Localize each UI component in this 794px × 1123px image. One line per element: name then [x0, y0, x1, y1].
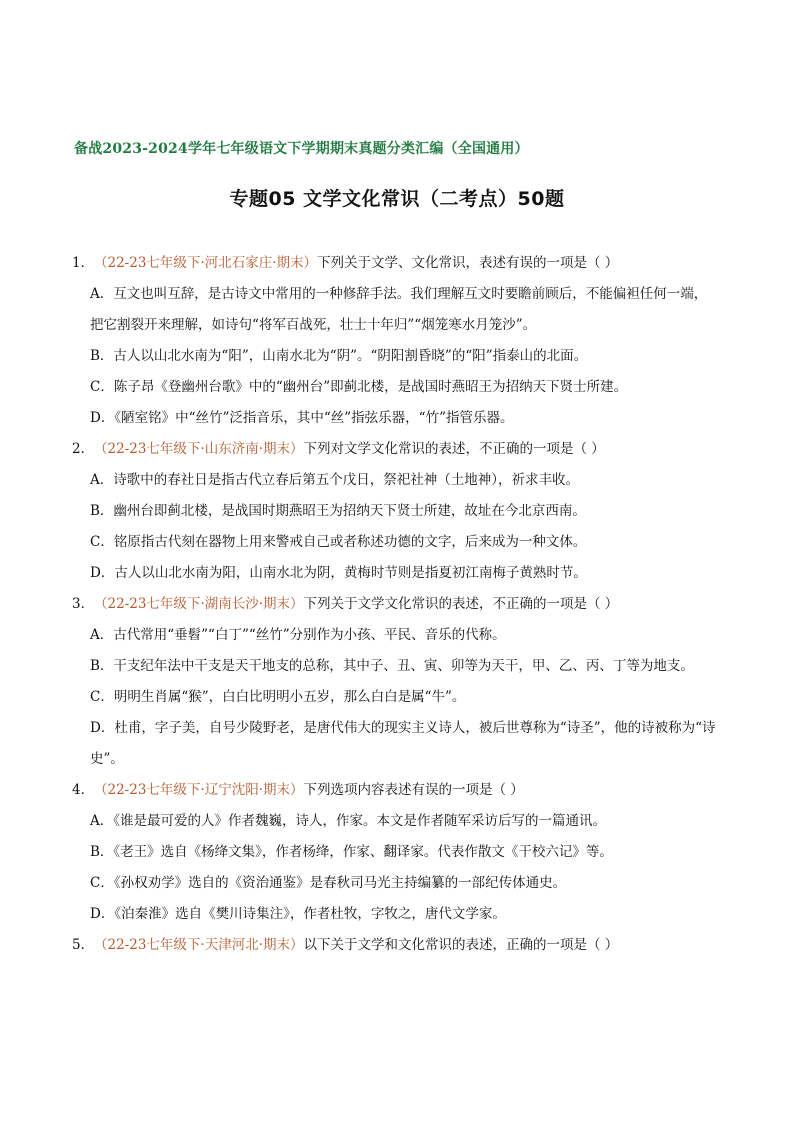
question-5	[72, 930, 732, 961]
option-a-continued: 把它割裂开来理解，如诗句“将军百战死，壮士十年归”“烟笼寒水月笼沙”。	[90, 317, 537, 333]
question-source: （22-23七年级下·天津河北·期末）	[94, 937, 304, 953]
question-source: （22-23七年级下·辽宁沈阳·期末）	[94, 782, 304, 798]
page-title: 专题05 文学文化常识（二考点）50题	[229, 188, 565, 210]
option-d: D．杜甫，字子美，自号少陵野老，是唐代伟大的现实主义诗人，被后世尊称为“诗圣”，他的诗被称为“诗	[90, 720, 716, 736]
question-list	[72, 248, 732, 961]
option-a: A．《谁是最可爱的人》作者魏巍，诗人，作家。本文是作者随军采访后写的一篇通讯。	[90, 813, 606, 829]
option-b: B．干支纪年法中干支是天干地支的总称，其中子、丑、寅、卯等为天干，甲、乙、丙、丁等为地支。	[90, 658, 694, 674]
question-number: 4．	[72, 782, 95, 798]
question-number: 5．	[72, 937, 95, 953]
option-d: D．《泊秦淮》选自《樊川诗集注》，作者杜牧，字牧之，唐代文学家。	[90, 906, 506, 922]
question-source: （22-23七年级下·河北石家庄·期末）	[94, 255, 318, 271]
question-number: 2．	[72, 441, 95, 457]
question-stem: 下列关于文学文化常识的表述，不正确的一项是（ ）	[303, 596, 619, 612]
question-4	[72, 775, 732, 930]
option-a: A．诗歌中的春社日是指古代立春后第五个戊日，祭祀社神（土地神），祈求丰收。	[90, 472, 579, 488]
question-source: （22-23七年级下·湖南长沙·期末）	[94, 596, 304, 612]
option-b: B．古人以山北水南为“阳”，山南水北为“阴”。“阴阳割昏晓”的“阳”指泰山的北面。	[90, 348, 588, 364]
question-3	[72, 589, 732, 775]
question-stem: 以下关于文学和文化常识的表述，正确的一项是（ ）	[303, 937, 619, 953]
collection-header: 备战2023-2024学年七年级语文下学期期末真题分类汇编（全国通用）	[74, 141, 529, 157]
question-source: （22-23七年级下·山东济南·期末）	[94, 441, 304, 457]
question-stem: 下列关于文学、文化常识，表述有误的一项是（ ）	[317, 255, 619, 271]
question-stem: 下列选项内容表述有误的一项是（ ）	[303, 782, 524, 798]
question-1	[72, 248, 732, 434]
option-c: C．《孙权劝学》选自的《资治通鉴》是春秋司马光主持编纂的一部纪传体通史。	[90, 875, 567, 891]
option-a: A．古代常用“垂髫”“白丁”“丝竹”分别作为小孩、平民、音乐的代称。	[90, 627, 506, 643]
question-number: 3．	[72, 596, 95, 612]
question-number: 1．	[72, 255, 95, 271]
option-b: B．幽州台即蓟北楼，是战国时期燕昭王为招纳天下贤士所建，故址在今北京西南。	[90, 503, 586, 519]
option-b: B．《老王》选自《杨绛文集》，作者杨绛，作家、翻译家。代表作散文《干校六记》等。	[90, 844, 613, 860]
option-a: A．互文也叫互辞，是古诗文中常用的一种修辞手法。我们理解互文时要瞻前顾后，不能偏袒任何一端，	[90, 286, 708, 302]
option-d: D．《陋室铭》中“丝竹”泛指音乐，其中“丝”指弦乐器，“竹”指管乐器。	[90, 410, 514, 426]
option-d: D．古人以山北水南为阳，山南水北为阴，黄梅时节则是指夏初江南梅子黄熟时节。	[90, 565, 587, 581]
question-stem: 下列对文学文化常识的表述，不正确的一项是（ ）	[303, 441, 605, 457]
option-d-continued: 史”。	[90, 751, 124, 767]
question-2	[72, 434, 732, 589]
option-c: C．明明生肖属“猴”，白白比明明小五岁，那么白白是属“牛”。	[90, 689, 466, 705]
option-c: C．铭原指古代刻在器物上用来警戒自己或者称述功德的文字，后来成为一种文体。	[90, 534, 587, 550]
option-c: C．陈子昂《登幽州台歌》中的“幽州台”即蓟北楼，是战国时燕昭王为招纳天下贤士所建。	[90, 379, 628, 395]
